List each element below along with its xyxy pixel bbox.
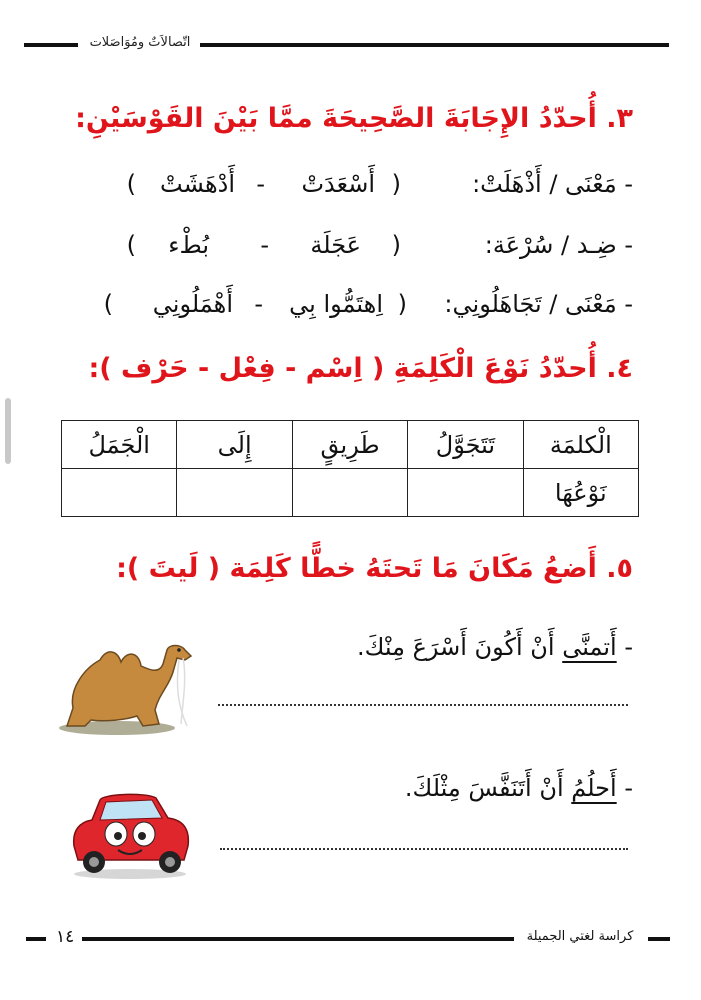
table-row-label: نَوْعُهَا [523, 469, 638, 517]
answer-cell[interactable] [177, 469, 292, 517]
answer-line-1[interactable] [218, 704, 628, 706]
page-number: ١٤ [56, 927, 75, 947]
sentence-dash: - [624, 633, 633, 661]
table-row [62, 469, 639, 517]
footer-rule-left-short [26, 937, 46, 941]
option-separator: - [256, 170, 265, 198]
table-word-cell: طَرِيقٍ [292, 421, 407, 469]
sentence-rest: أَنْ أَكُونَ أَسْرَعَ مِنْكَ. [356, 633, 555, 661]
table-word-cell: الْجَمَلُ [62, 421, 177, 469]
sentence-dash: - [624, 774, 633, 802]
option-b[interactable]: أَدْهَشَتْ [160, 170, 235, 198]
open-paren: ( [397, 290, 407, 318]
scrollbar-handle[interactable] [5, 398, 11, 464]
footer-rule-middle [82, 937, 514, 941]
underlined-word: أَحلُمُ [571, 774, 617, 802]
q3-row-1 [0, 170, 701, 204]
camel-illustration [55, 638, 200, 738]
q3-row-1-prompt: - مَعْنَى / أَذْهَلَتْ: [472, 170, 633, 198]
q3-row-2 [0, 231, 701, 265]
option-a[interactable]: أَسْعَدَتْ [301, 170, 375, 198]
answer-cell[interactable] [62, 469, 177, 517]
table-row [62, 421, 639, 469]
option-a[interactable]: اِهتَمُّوا بِي [289, 290, 383, 318]
option-separator: - [260, 231, 269, 259]
q5-sentence-1 [357, 633, 633, 661]
word-type-table [61, 420, 639, 517]
header-rule-right [200, 43, 669, 47]
header-rule-left [24, 43, 78, 47]
answer-cell[interactable] [408, 469, 523, 517]
q5-title: ٥. أَضعُ مَكَانَ مَا تَحتَهُ خطًّا كَلِمَة ( لَيتَ ): [116, 553, 633, 584]
underlined-word: أَتمنَّى [562, 633, 617, 661]
red-car-illustration [66, 790, 194, 880]
option-b[interactable]: بُطْء [168, 231, 209, 259]
q3-row-2-prompt: - ضِـد / سُرْعَة: [484, 231, 633, 259]
table-header-cell: الْكلمَة [523, 421, 638, 469]
q5-sentence-2 [405, 774, 633, 802]
q3-row-3-prompt: - مَعْنَى / تَجَاهَلُونِي: [444, 290, 633, 318]
answer-line-2[interactable] [220, 848, 628, 850]
close-paren: ) [126, 170, 136, 198]
q4-title: ٤. أُحدّدُ نَوْعَ الْكَلِمَةِ ( اِسْم - فِعْل - حَرْف ): [88, 353, 633, 384]
footer-rule-right-short [648, 937, 670, 941]
option-b[interactable]: أَهْمَلُونِي [152, 290, 233, 318]
table-word-cell: إِلَى [177, 421, 292, 469]
table-word-cell: تَتَجَوَّلُ [408, 421, 523, 469]
open-paren: ( [391, 231, 401, 259]
answer-cell[interactable] [292, 469, 407, 517]
close-paren: ) [103, 290, 113, 318]
q3-title: ٣. أُحدّدُ الإِجَابَةَ الصَّحِيحَةَ ممَّا بَيْنَ القَوْسَيْنِ: [75, 103, 633, 134]
close-paren: ) [126, 231, 136, 259]
book-title: كراسة لغتي الجميلة [526, 929, 634, 944]
option-a[interactable]: عَجَلَة [310, 231, 361, 259]
option-separator: - [254, 290, 263, 318]
open-paren: ( [391, 170, 401, 198]
sentence-rest: أَنْ أَتَنَفَّسَ مِثْلَكَ. [404, 774, 564, 802]
q3-row-3 [0, 290, 701, 324]
unit-title: اتّصالاَتٌ ومُوَاصَلات [89, 35, 191, 50]
